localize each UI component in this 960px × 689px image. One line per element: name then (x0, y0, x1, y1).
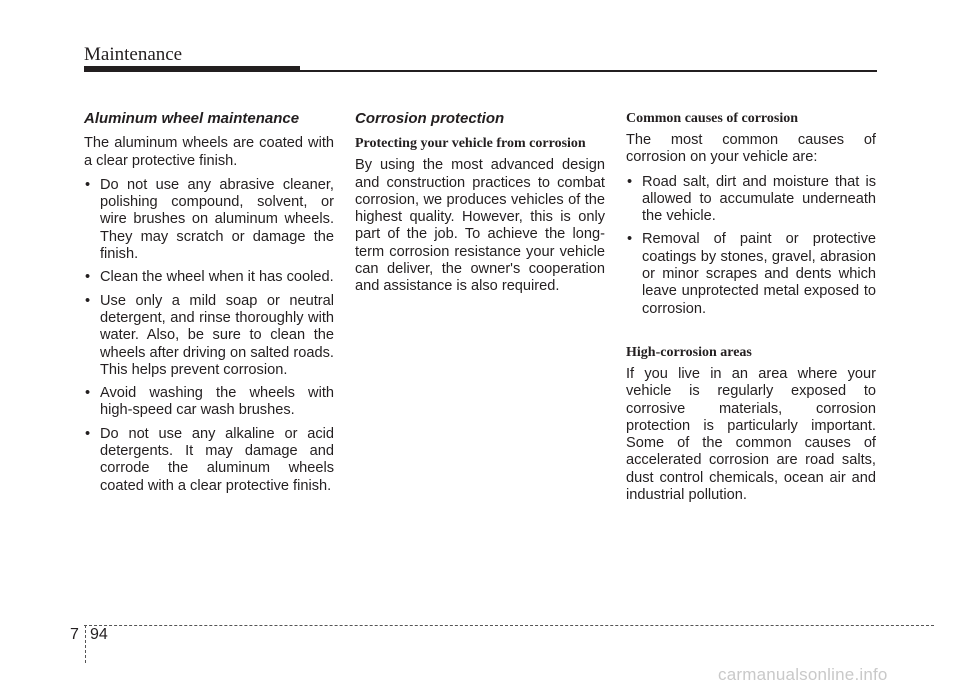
spacer (626, 324, 876, 344)
page-number: 94 (90, 626, 108, 643)
list-item-text: Road salt, dirt and moisture that is allowed to accumulate underneath the vehicle. (642, 173, 876, 225)
subheading: High-corrosion areas (626, 344, 752, 360)
header-rule-thick (84, 66, 300, 72)
list-item-text: Avoid washing the wheels with high-speed car wash brushes. (100, 385, 334, 419)
list-item (84, 293, 334, 379)
list-item (84, 426, 334, 495)
list-item (626, 231, 876, 317)
chapter-number: 7 (70, 626, 79, 643)
page-header-title: Maintenance (84, 44, 183, 65)
bullet-icon: • (627, 173, 633, 190)
footer-divider (85, 625, 86, 663)
subheading: Common causes of corrosion (626, 111, 799, 126)
list-item (84, 385, 334, 420)
column-corrosion-protection (355, 110, 605, 303)
section-heading: Corrosion protection (355, 110, 505, 127)
list-item-text: Use only a mild soap or neutral detergent, and rinse thoroughly with water. Also, be sure to clean the wheels after driving on salted roads. This helps prevent corrosion. (100, 292, 334, 378)
list-item-text: Removal of paint or protective coatings by stones, gravel, abrasion or minor scrapes and dents which leave unprotected metal exposed to corrosion. (642, 231, 876, 317)
bullet-icon: • (85, 269, 91, 286)
list-item (626, 174, 876, 226)
list-item-text: Clean the wheel when it has cooled. (100, 269, 334, 286)
section-heading: Aluminum wheel maintenance (84, 110, 300, 127)
bullet-icon: • (85, 176, 91, 193)
footer-rule (84, 625, 934, 626)
paragraph: If you live in an area where your vehicle is regularly exposed to corrosive materials, corrosion protection is particularly important. Some of the common causes of accelerated corrosion are road salts, dust control chemicals, ocean air and industrial pollution. (626, 365, 876, 504)
subheading: Protecting your vehicle from corrosion (355, 136, 586, 152)
paragraph: The aluminum wheels are coated with a clear protective finish. (84, 135, 334, 169)
list-item (84, 269, 334, 286)
list-item (84, 177, 334, 263)
paragraph: By using the most advanced design and construction practices to combat corrosion, we produces vehicles of the highest quality. However, this is only part of the job. To achieve the long-term corrosion resistance your vehicle can deliver, the owner's cooperation and assistance is also required. (355, 157, 605, 295)
list-item-text: Do not use any abrasive cleaner, polishing compound, solvent, or wire brushes on aluminum wheels. They may scratch or damage the finish. (100, 176, 334, 263)
bullet-list (84, 177, 334, 495)
bullet-icon: • (85, 292, 91, 309)
column-aluminum-wheel (84, 110, 334, 501)
paragraph: The most common causes of corrosion on your vehicle are: (626, 132, 876, 166)
bullet-list (626, 174, 876, 318)
bullet-icon: • (85, 425, 91, 442)
bullet-icon: • (85, 385, 91, 402)
bullet-icon: • (627, 231, 633, 248)
list-item-text: Do not use any alkaline or acid detergents. It may damage and corrode the aluminum wheels coated with a clear protective finish. (100, 425, 334, 494)
watermark: carmanualsonline.info (718, 665, 888, 684)
header-rule-thin (300, 70, 877, 72)
column-corrosion-causes (626, 110, 876, 511)
